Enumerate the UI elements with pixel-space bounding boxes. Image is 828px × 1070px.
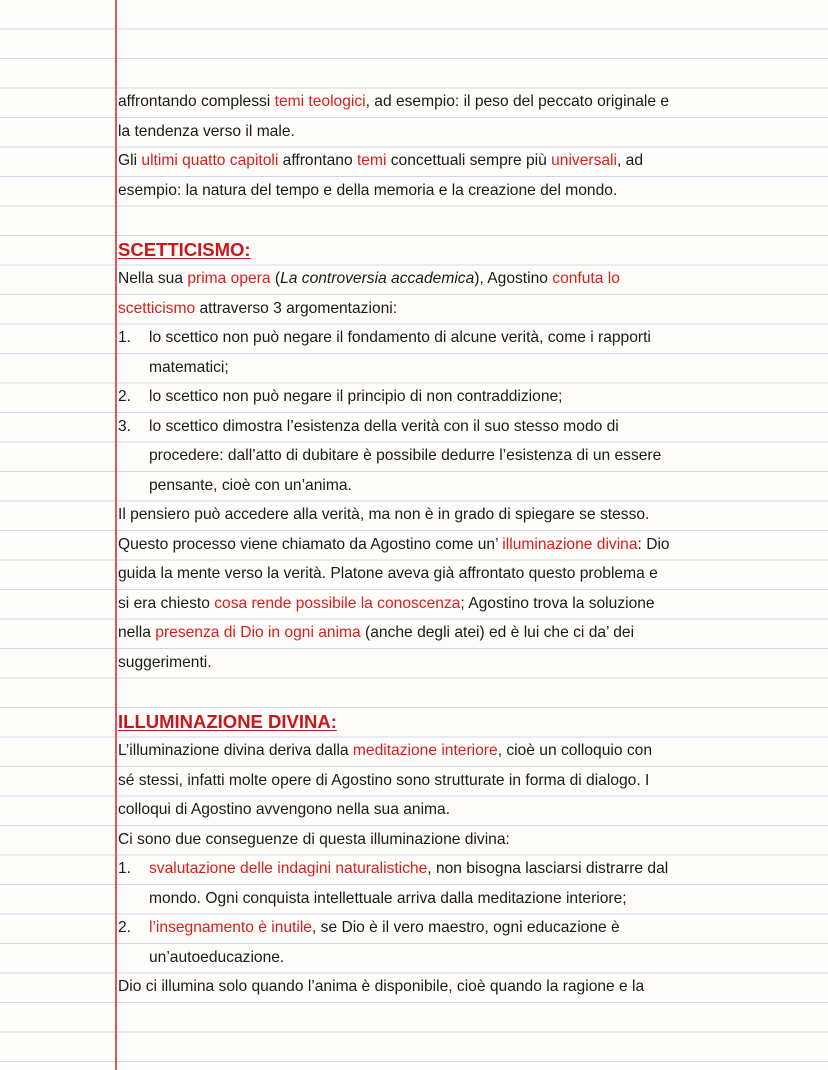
scetticismo-paragraph-line-1: Nella sua prima opera (La controversia accademica), Agostino confuta lo [118, 270, 620, 287]
list-item-continuation: procedere: dall’atto di dubitare è possibile dedurre l’esistenza di un essere [149, 447, 662, 464]
illuminazione-line-4: Ci sono due conseguenze di questa illuminazione divina: [118, 830, 510, 848]
notebook-margin-line [115, 0, 117, 1070]
list-item: 1. svalutazione delle indagini naturalistiche, non bisogna lasciarsi distrarre dal [118, 860, 669, 877]
scetticismo-after-line-6: suggerimenti. [118, 653, 212, 671]
intro-line-2: la tendenza verso il male. [118, 122, 295, 140]
section-heading-illuminazione: ILLUMINAZIONE DIVINA: [118, 710, 337, 732]
illuminazione-line-3: colloqui di Agostino avvengono nella sua anima. [118, 801, 451, 818]
illuminazione-last-line: Dio ci illumina solo quando l’anima è disponibile, cioè quando la ragione e la [118, 978, 645, 995]
scetticismo-after-line-5: nella presenza di Dio in ogni anima (anche degli atei) ed è lui che ci da’ dei [118, 624, 635, 641]
scetticismo-paragraph-line-2: scetticismo attraverso 3 argomentazioni: [118, 299, 398, 317]
scetticismo-after-line-4: si era chiesto cosa rende possibile la conoscenza; Agostino trova la soluzione [118, 594, 655, 612]
list-item-continuation: matematici; [149, 358, 229, 376]
scetticismo-after-line-2: Questo processo viene chiamato da Agostino come un’ illuminazione divina: Dio [118, 535, 670, 553]
scetticismo-after-line-1: Il pensiero può accedere alla verità, ma non è in grado di spiegare se stesso. [118, 506, 650, 523]
list-item-continuation: mondo. Ogni conquista intellettuale arriva dalla meditazione interiore; [149, 889, 627, 907]
blank-line [118, 677, 818, 707]
illuminazione-line-2: sé stessi, infatti molte opere di Agostino sono strutturate in forma di dialogo. I [118, 771, 650, 789]
intro-line-4: esempio: la natura del tempo e della memoria e la creazione del mondo. [118, 181, 618, 199]
list-item-continuation: un’autoeducazione. [149, 948, 285, 966]
section-heading-scetticismo: SCETTICISMO: [118, 238, 251, 260]
illuminazione-line-1: L’illuminazione divina deriva dalla meditazione interiore, cioè un colloquio con [118, 742, 652, 759]
list-item: 2. lo scettico non può negare il principio di non contraddizione; [118, 388, 563, 405]
intro-line-3: Gli ultimi quatto capitoli affrontano temi concettuali sempre più universali, ad [118, 152, 643, 169]
scetticismo-after-line-3: guida la mente verso la verità. Platone aveva già affrontato questo problema e [118, 565, 658, 582]
list-item-continuation: pensante, cioè con un’anima. [149, 476, 352, 494]
list-item: 3. lo scettico dimostra l’esistenza della verità con il suo stesso modo di [118, 417, 619, 435]
list-item: 2. l’insegnamento è inutile, se Dio è il vero maestro, ogni educazione è [118, 919, 620, 936]
notebook-page [118, 87, 818, 1002]
blank-line [118, 205, 818, 235]
list-item: 1. lo scettico non può negare il fondamento di alcune verità, come i rapporti [118, 329, 651, 346]
intro-line-1: affrontando complessi temi teologici, ad esempio: il peso del peccato originale e [118, 93, 670, 110]
